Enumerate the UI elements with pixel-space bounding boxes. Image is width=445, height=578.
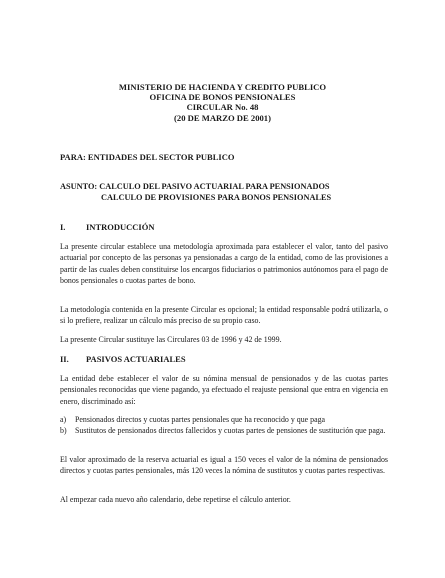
section-1-heading: [60, 222, 154, 232]
section-1-number: I.: [60, 222, 66, 232]
list-item-text: Pensionados directos y cuotas partes pensionales que ha reconocido y que paga: [75, 415, 326, 424]
circular-date: (20 DE MARZO DE 2001): [174, 112, 271, 123]
section-2-heading: [60, 354, 186, 364]
intro-paragraph-2: La metodología contenida en la presente Circular es opcional; la entidad responsable podrá utilizarla, o si lo prefiere, realizar un cálculo más preciso de su propio caso.: [60, 305, 388, 326]
list-marker: b): [60, 426, 67, 436]
intro-paragraph-3: La presente Circular sustituye las Circulares 03 de 1996 y 42 de 1999.: [60, 335, 282, 344]
subject-line-2: CALCULO DE PROVISIONES PARA BONOS PENSIONALES: [101, 193, 332, 203]
liabilities-paragraph-2: El valor aproximado de la reserva actuarial es igual a 150 veces el valor de la nómina de pensionados directos y cuotas partes pensionales, más 120 veces la nómina de sustitutos y cuotas partes respectivas.: [60, 455, 388, 476]
circular-number: CIRCULAR No. 48: [186, 102, 259, 113]
section-1-title: INTRODUCCIÓN: [86, 222, 155, 232]
list-item-text: Sustitutos de pensionados directos fallecidos y cuotas partes de pensiones de sustitución que paga.: [75, 426, 386, 436]
section-2-number: II.: [60, 354, 69, 364]
section-2-title: PASIVOS ACTUARIALES: [86, 354, 186, 364]
subject-line-1: ASUNTO: CALCULO DEL PASIVO ACTUARIAL PARA PENSIONADOS: [60, 182, 330, 191]
list-marker: a): [60, 415, 67, 424]
liabilities-paragraph-3: Al empezar cada nuevo año calendario, debe repetirse el cálculo anterior.: [60, 495, 291, 504]
list-item: [60, 425, 390, 436]
list-item: [60, 414, 390, 425]
pension-types-list: [60, 414, 390, 437]
intro-paragraph-1: La presente circular establece una metodología aproximada para establecer el valor, tanto del pasivo actuarial por concepto de las personas ya pensionadas a cargo de la entidad, como de las provisiones a partir de las cuales deben constituirse los encargos fiduciarios o patrimonios autónomos para el pago de bonos pensionales o cuotas partes de bono.: [60, 242, 388, 285]
office-name: OFICINA DE BONOS PENSIONALES: [149, 92, 296, 103]
document-header: [0, 82, 445, 123]
ministry-name: MINISTERIO DE HACIENDA Y CREDITO PUBLICO: [118, 82, 327, 92]
subject-block: [60, 181, 400, 204]
addressee-line: PARA: ENTIDADES DEL SECTOR PUBLICO: [60, 152, 235, 162]
liabilities-paragraph-1: La entidad debe establecer el valor de su nómina mensual de pensionados y de las cuotas partes pensionales reconocidas que viene pagando, ya efectuado el reajuste pensional que entra en vigencia en enero, discriminado así:: [60, 374, 388, 406]
